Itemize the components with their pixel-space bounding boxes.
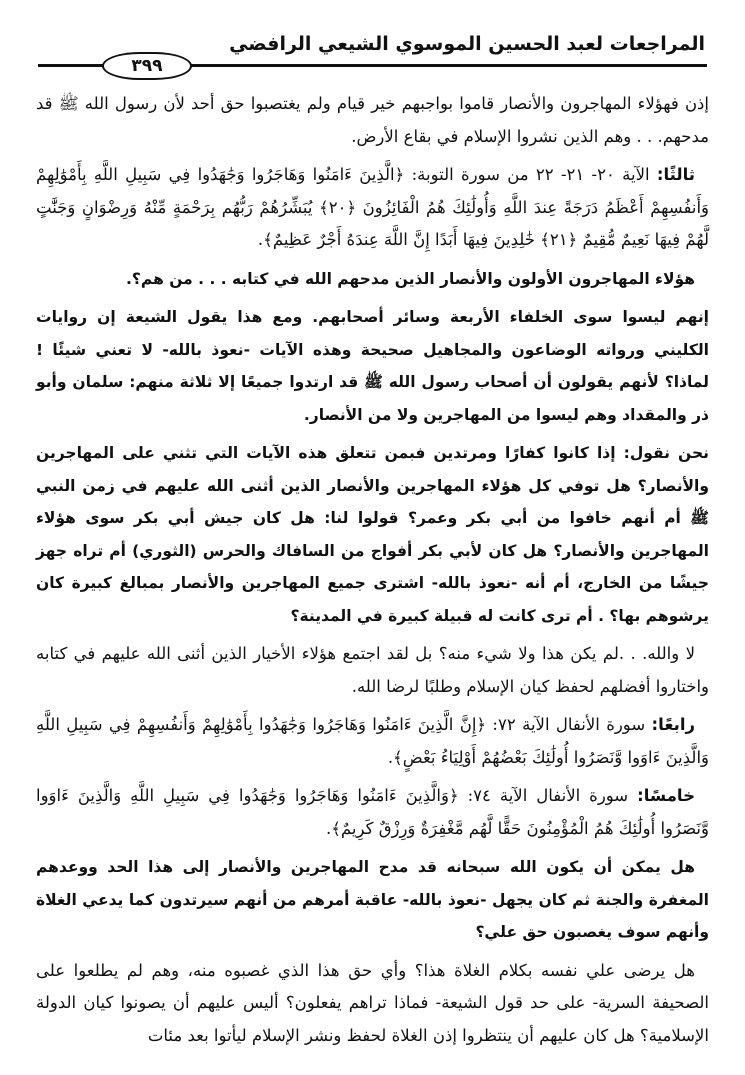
paragraph: إنهم ليسوا سوى الخلفاء الأربعة وسائر أصحابهم. ومع هذا يقول الشيعة إن روايات الكليني ورواته الوضاعون والمجاهيل صحيحة وهذه الآيات -نعوذ بالله- لا تعني شيئًا ! لماذا؟ لأنهم يقولون أن أصحاب رسول الله ﷺ قد ارتدوا جميعًا إلا ثلاثة منهم: سلمان وأبو ذر والمقداد وهم ليسوا من المهاجرين ولا من الأنصار. bbox=[36, 308, 709, 424]
paragraph: ثالثًا: الآية ٢٠- ٢١- ٢٢ من سورة التوبة: ﴿الَّذِينَ ءَامَنُوا وَهَاجَرُوا وَجَٰهَدُوا فِي سَبِيلِ اللَّهِ بِأَمْوَٰلِهِمْ وَأَنفُسِهِمْ أَعْظَمُ دَرَجَةً عِندَ اللَّهِ وَأُولَٰئِكَ هُمُ الْفَائِزُونَ ﴿٢٠﴾ يُبَشِّرُهُمْ رَبُّهُم بِرَحْمَةٍ مِّنْهُ وَرِضْوَانٍ وَجَنَّٰتٍ لَّهُمْ فِيهَا نَعِيمٌ مُّقِيمٌ ﴿٢١﴾ خَٰلِدِينَ فِيهَا أَبَدًا إِنَّ اللَّهَ عِندَهُ أَجْرٌ عَظِيمٌ﴾. bbox=[36, 165, 709, 249]
paragraph: رابعًا: سورة الأنفال الآية ٧٢: ﴿إِنَّ الَّذِينَ ءَامَنُوا وَهَاجَرُوا وَجَٰهَدُوا بِأَمْوَٰلِهِمْ وَأَنفُسِهِمْ فِي سَبِيلِ اللَّهِ وَالَّذِينَ ءَاوَوا وَّنَصَرُوا أُولَٰئِكَ بَعْضُهُمْ أَوْلِيَاءُ بَعْضٍ﴾. bbox=[36, 715, 709, 767]
paragraph: نحن نقول: إذا كانوا كفارًا ومرتدين فبمن تتعلق هذه الآيات التي تثني على المهاجرين والأنصار؟ هل توفي كل هؤلاء المهاجرين والأنصار الذين أثنى الله عليهم في زمن النبي ﷺ أم أنهم خافوا من أبي بكر وعمر؟ قولوا لنا: هل كان جيش أبي بكر سوى هؤلاء المهاجرين والأنصار؟ هل كان لأبي بكر أفواج من السافاك والحرس (الثوري) أم تراه جهز جيشًا من الخارج، أم أنه -نعوذ بالله- اشترى جميع المهاجرين والأنصار بمبالغ كبيرة كان يرشوهم بها؟ . أم ترى كانت له قبيلة كبيرة في المدينة؟ bbox=[36, 444, 709, 625]
book-title: المراجعات لعبد الحسين الموسوي الشيعي الرافضي bbox=[229, 33, 705, 55]
page-header bbox=[0, 0, 745, 78]
page-body bbox=[36, 88, 709, 1058]
paragraph: هل يرضى علي نفسه بكلام الغلاة هذا؟ وأي حق هذا الذي غصبوه منه، وهم لم يطلعوا على الصحيفة السرية- على حد قول الشيعة- فماذا تراهم يفعلون؟ أليس عليهم أن يصونوا كيان الدولة الإسلامية؟ هل كان عليهم أن ينتظروا إذن الغلاة لحفظ ونشر الإسلام ليأتوا بعد مئات bbox=[36, 960, 709, 1045]
paragraph: لا والله. . .لم يكن هذا ولا شيء منه؟ بل لقد اجتمع هؤلاء الأخيار الذين أثنى الله عليهم في كتابه واختاروا أفضلهم لحفظ كيان الإسلام وطلبًا لرضا الله. bbox=[36, 644, 709, 696]
paragraph: هل يمكن أن يكون الله سبحانه قد مدح المهاجرين والأنصار إلى هذا الحد ووعدهم المغفرة والجنة ثم كان يجهل -نعوذ بالله- عاقبة أمرهم من أنهم سيرتدون كما يدعي الغلاة وأنهم سوف يغصبون حق علي؟ bbox=[36, 858, 709, 941]
page-number: ٣٩٩ bbox=[102, 52, 192, 80]
paragraph: خامسًا: سورة الأنفال الآية ٧٤: ﴿وَالَّذِينَ ءَامَنُوا وَهَاجَرُوا وَجَٰهَدُوا فِي سَبِيلِ اللَّهِ وَالَّذِينَ ءَاوَوا وَّنَصَرُوا أُولَٰئِكَ هُمُ الْمُؤْمِنُونَ حَقًّا لَّهُم مَّغْفِرَةٌ وَرِزْقٌ كَرِيمٌ﴾. bbox=[36, 786, 709, 838]
paragraph: إذن فهؤلاء المهاجرون والأنصار قاموا بواجبهم خير قيام ولم يغتصبوا حق أحد لأن رسول الله ﷺ قد مدحهم. . . وهم الذين نشروا الإسلام في بقاع الأرض. bbox=[36, 94, 709, 146]
paragraph: هؤلاء المهاجرون الأولون والأنصار الذين مدحهم الله في كتابه . . . من هم؟. bbox=[126, 269, 695, 288]
